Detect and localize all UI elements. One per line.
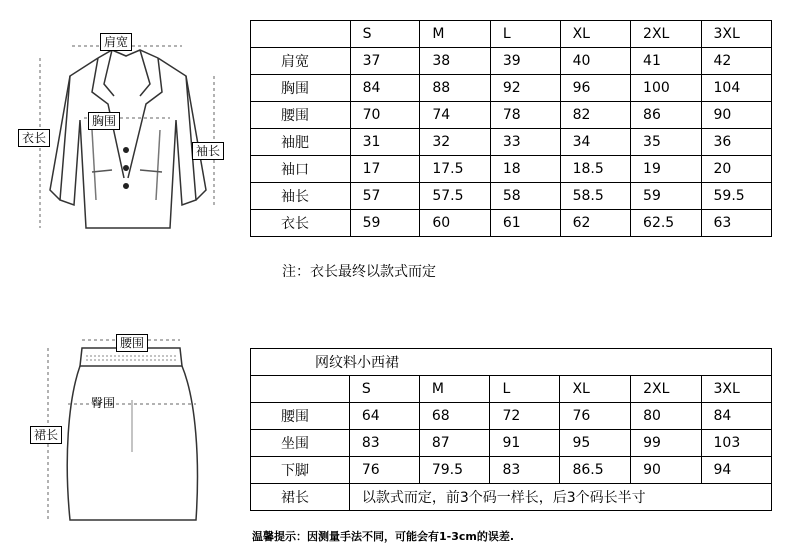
skirt-table-title: 网纹料小西裙 <box>251 349 772 376</box>
table-header-cell: 3XL <box>701 376 771 403</box>
row-label: 肩宽 <box>251 48 351 75</box>
table-header-cell: XL <box>560 376 631 403</box>
table-cell: 32 <box>420 129 490 156</box>
table-cell: 91 <box>490 430 560 457</box>
table-cell: 38 <box>420 48 490 75</box>
table-cell: 76 <box>560 403 631 430</box>
table-cell: 37 <box>350 48 420 75</box>
table-cell: 86.5 <box>560 457 631 484</box>
table-cell: 36 <box>701 129 772 156</box>
table-header-cell: 2XL <box>631 376 701 403</box>
table-cell: 100 <box>631 75 701 102</box>
table-cell: 83 <box>349 430 419 457</box>
jacket-length-label: 衣长 <box>18 129 50 147</box>
skirt-length-text: 以款式而定，前3个码一样长，后3个码长半寸 <box>349 484 771 511</box>
table-header-cell <box>251 376 350 403</box>
table-cell: 90 <box>631 457 701 484</box>
table-cell: 41 <box>631 48 701 75</box>
table-cell: 42 <box>701 48 772 75</box>
table-cell: 74 <box>420 102 490 129</box>
row-label: 衣长 <box>251 210 351 237</box>
table-cell: 87 <box>419 430 490 457</box>
table-cell: 80 <box>631 403 701 430</box>
jacket-size-table <box>250 20 772 237</box>
table-cell: 90 <box>701 102 772 129</box>
table-cell: 88 <box>420 75 490 102</box>
row-label: 袖肥 <box>251 129 351 156</box>
table-row <box>251 129 772 156</box>
table-cell: 35 <box>631 129 701 156</box>
table-header-cell: M <box>420 21 490 48</box>
table-header-row <box>251 376 772 403</box>
table-header-cell: L <box>490 21 560 48</box>
table-cell: 59 <box>631 183 701 210</box>
hip-label: 臀围 <box>91 396 116 410</box>
row-label: 腰围 <box>251 403 350 430</box>
table-row <box>251 48 772 75</box>
table-cell: 61 <box>490 210 560 237</box>
table-cell: 62.5 <box>631 210 701 237</box>
row-label: 袖口 <box>251 156 351 183</box>
table-header-row <box>251 21 772 48</box>
table-title-row <box>251 349 772 376</box>
table-cell: 20 <box>701 156 772 183</box>
table-cell: 59 <box>350 210 420 237</box>
table-cell: 72 <box>490 403 560 430</box>
row-label: 胸围 <box>251 75 351 102</box>
skirt-length-label: 裙长 <box>30 426 62 444</box>
table-row <box>251 457 772 484</box>
table-header-cell: M <box>419 376 490 403</box>
table-cell: 82 <box>560 102 630 129</box>
jacket-length-note: 注：衣长最终以款式而定 <box>282 264 436 280</box>
table-cell: 58.5 <box>560 183 630 210</box>
table-header-cell: S <box>350 21 420 48</box>
table-cell: 58 <box>490 183 560 210</box>
measurement-tip: 温馨提示：因测量手法不同，可能会有1-3cm的误差. <box>252 530 515 543</box>
row-label: 腰围 <box>251 102 351 129</box>
table-header-cell: XL <box>560 21 630 48</box>
table-row <box>251 183 772 210</box>
table-cell: 84 <box>350 75 420 102</box>
table-cell: 62 <box>560 210 630 237</box>
table-row <box>251 430 772 457</box>
table-cell: 18.5 <box>560 156 630 183</box>
table-cell: 94 <box>701 457 771 484</box>
skirt-waist-label: 腰围 <box>116 334 148 352</box>
table-header-cell: 3XL <box>701 21 772 48</box>
table-row <box>251 403 772 430</box>
table-cell: 19 <box>631 156 701 183</box>
table-cell: 104 <box>701 75 772 102</box>
table-cell: 40 <box>560 48 630 75</box>
table-cell: 76 <box>349 457 419 484</box>
table-cell: 18 <box>490 156 560 183</box>
table-header-cell: 2XL <box>631 21 701 48</box>
table-cell: 34 <box>560 129 630 156</box>
table-cell: 70 <box>350 102 420 129</box>
table-cell: 57 <box>350 183 420 210</box>
table-cell: 33 <box>490 129 560 156</box>
table-cell: 99 <box>631 430 701 457</box>
table-cell: 96 <box>560 75 630 102</box>
table-cell: 64 <box>349 403 419 430</box>
row-label: 裙长 <box>251 484 350 511</box>
table-row <box>251 75 772 102</box>
table-cell: 60 <box>420 210 490 237</box>
table-cell: 83 <box>490 457 560 484</box>
table-header-cell <box>251 21 351 48</box>
row-label: 下脚 <box>251 457 350 484</box>
table-row <box>251 156 772 183</box>
table-cell: 79.5 <box>419 457 490 484</box>
table-cell: 84 <box>701 403 771 430</box>
table-cell: 57.5 <box>420 183 490 210</box>
table-header-cell: S <box>349 376 419 403</box>
chest-label: 胸围 <box>88 112 120 130</box>
table-cell: 95 <box>560 430 631 457</box>
table-cell: 63 <box>701 210 772 237</box>
table-row <box>251 210 772 237</box>
skirt-size-table <box>250 348 772 511</box>
table-cell: 17 <box>350 156 420 183</box>
table-cell: 78 <box>490 102 560 129</box>
table-cell: 103 <box>701 430 771 457</box>
table-cell: 39 <box>490 48 560 75</box>
row-label: 袖长 <box>251 183 351 210</box>
table-cell: 92 <box>490 75 560 102</box>
table-header-cell: L <box>490 376 560 403</box>
table-cell: 68 <box>419 403 490 430</box>
table-row <box>251 102 772 129</box>
table-row <box>251 484 772 511</box>
sleeve-length-label: 袖长 <box>192 142 224 160</box>
shoulder-label: 肩宽 <box>100 33 132 51</box>
row-label: 坐围 <box>251 430 350 457</box>
table-cell: 59.5 <box>701 183 772 210</box>
table-cell: 17.5 <box>420 156 490 183</box>
table-cell: 86 <box>631 102 701 129</box>
table-cell: 31 <box>350 129 420 156</box>
